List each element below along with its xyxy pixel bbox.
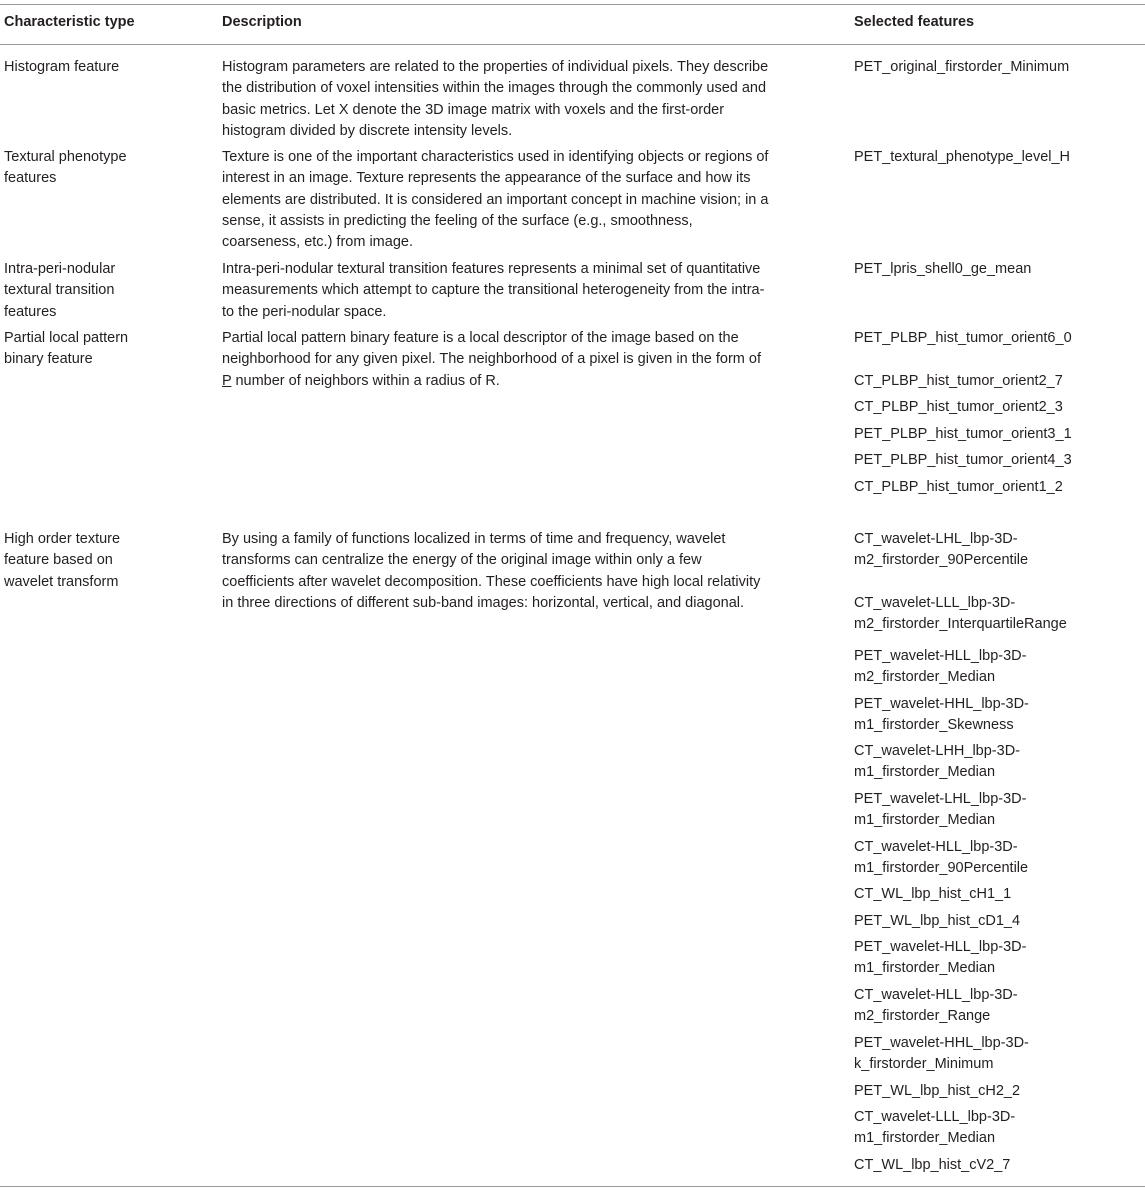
description-line: interest in an image. Texture represents the appearance of the surface and how its — [222, 170, 751, 187]
row-4-feature-13 — [854, 1107, 1015, 1150]
description-line: Intra-peri-nodular textural transition features represents a minimal set of quantitative — [222, 261, 761, 277]
row-3-type — [4, 328, 128, 371]
description-line: to the peri-nodular space. — [222, 303, 387, 320]
type-line: textural transition — [4, 282, 115, 299]
feature-name: m1_firstorder_Median — [854, 960, 996, 977]
row-4-feature-8 — [854, 911, 1020, 932]
feature-name: PET_wavelet-HLL_lbp-3D- — [854, 648, 1027, 664]
description-line: measurements which attempt to capture the transitional heterogeneity from the intra- — [222, 282, 765, 299]
description-line: sense, it assists in predicting the feeling of the surface (e.g., smoothness, — [222, 212, 693, 229]
row-4-description — [222, 529, 760, 614]
feature-name: m1_firstorder_Skewness — [854, 717, 1014, 734]
type-line: Partial local pattern — [4, 330, 129, 346]
feature-name: PET_original_firstorder_Minimum — [854, 59, 1070, 75]
feature-name: PET_WL_lbp_hist_cH2_2 — [854, 1083, 1021, 1099]
row-4-feature-12 — [854, 1081, 1020, 1102]
row-1-description — [222, 147, 768, 253]
row-4-type — [4, 529, 120, 593]
row-2-type — [4, 259, 115, 323]
description-line: Texture is one of the important characteristics used in identifying objects or regions of — [222, 149, 769, 165]
row-2-feature-0 — [854, 259, 1031, 280]
feature-name: m1_firstorder_Median — [854, 812, 996, 829]
feature-name: m2_firstorder_Median — [854, 669, 996, 686]
row-4-feature-11 — [854, 1033, 1029, 1076]
row-3-description — [222, 328, 761, 392]
feature-name: CT_PLBP_hist_tumor_orient2_7 — [854, 373, 1063, 389]
feature-name: PET_lpris_shell0_ge_mean — [854, 261, 1032, 277]
description-line: By using a family of functions localized in terms of time and frequency, wavelet — [222, 531, 726, 547]
header-selected-features: Selected features — [854, 14, 975, 30]
type-line: feature based on — [4, 552, 113, 569]
feature-name: k_firstorder_Minimum — [854, 1056, 994, 1073]
type-line: High order texture — [4, 531, 121, 547]
row-3-feature-0 — [854, 328, 1072, 349]
description-line: transforms can centralize the energy of the original image within only a few — [222, 552, 702, 569]
bottom-rule — [0, 1186, 1145, 1187]
header-rule — [0, 44, 1145, 45]
row-3-feature-3 — [854, 424, 1072, 445]
row-0-description — [222, 57, 768, 142]
description-line: neighborhood for any given pixel. The neighborhood of a pixel is given in the form of — [222, 351, 761, 368]
row-4-feature-10 — [854, 985, 1018, 1028]
feature-name: PET_PLBP_hist_tumor_orient6_0 — [854, 330, 1072, 346]
feature-name: CT_wavelet-LHL_lbp-3D- — [854, 531, 1018, 547]
feature-name: PET_PLBP_hist_tumor_orient3_1 — [854, 426, 1072, 442]
description-line: the distribution of voxel intensities within the images through the commonly used and — [222, 80, 767, 97]
feature-name: PET_wavelet-HLL_lbp-3D- — [854, 939, 1027, 955]
type-line: Intra-peri-nodular — [4, 261, 116, 277]
feature-name: PET_textural_phenotype_level_H — [854, 149, 1071, 165]
description-line: coarseness, etc.) from image. — [222, 234, 413, 251]
feature-name: PET_wavelet-HHL_lbp-3D- — [854, 1035, 1029, 1051]
feature-name: m1_firstorder_Median — [854, 764, 996, 781]
description-line: coefficients after wavelet decomposition. These coefficients have high local relativity — [222, 573, 761, 590]
feature-name: PET_wavelet-LHL_lbp-3D- — [854, 791, 1027, 807]
description-line — [222, 371, 761, 392]
feature-name: CT_wavelet-LLL_lbp-3D- — [854, 595, 1016, 611]
feature-name: CT_PLBP_hist_tumor_orient1_2 — [854, 479, 1063, 495]
row-4-feature-9 — [854, 937, 1026, 980]
underlined-symbol: P — [222, 372, 232, 389]
feature-name: m1_firstorder_90Percentile — [854, 860, 1029, 877]
description-line: Histogram parameters are related to the properties of individual pixels. They describe — [222, 59, 769, 75]
feature-name: CT_wavelet-HLL_lbp-3D- — [854, 987, 1018, 1003]
row-0-type — [4, 57, 119, 78]
feature-name: m2_firstorder_InterquartileRange — [854, 616, 1067, 633]
row-4-feature-14 — [854, 1155, 1010, 1176]
row-3-feature-2 — [854, 397, 1063, 418]
description-line: in three directions of different sub-band images: horizontal, vertical, and diagonal. — [222, 594, 745, 611]
feature-name: PET_wavelet-HHL_lbp-3D- — [854, 696, 1029, 712]
row-4-feature-4 — [854, 741, 1020, 784]
type-line: features — [4, 303, 57, 320]
row-1-type — [4, 147, 127, 190]
row-4-feature-3 — [854, 694, 1029, 737]
feature-name: m1_firstorder_Median — [854, 1130, 996, 1147]
description-line: elements are distributed. It is considered an important concept in machine vision; in a — [222, 191, 769, 208]
top-rule — [0, 4, 1145, 5]
header-characteristic-type: Characteristic type — [4, 14, 135, 30]
row-3-feature-5 — [854, 477, 1063, 498]
row-4-feature-0 — [854, 529, 1028, 572]
type-line: Textural phenotype — [4, 149, 127, 165]
row-4-feature-1 — [854, 593, 1067, 636]
row-1-feature-0 — [854, 147, 1070, 168]
feature-name: PET_PLBP_hist_tumor_orient4_3 — [854, 452, 1072, 468]
description-line-rest: number of neighbors within a radius of R. — [231, 372, 500, 389]
row-4-feature-7 — [854, 884, 1011, 905]
row-4-feature-6 — [854, 837, 1028, 880]
feature-name: m2_firstorder_Range — [854, 1008, 991, 1025]
type-line: features — [4, 170, 57, 187]
feature-name: CT_wavelet-LHH_lbp-3D- — [854, 743, 1020, 759]
feature-name: CT_WL_lbp_hist_cH1_1 — [854, 886, 1012, 902]
description-line: histogram divided by discrete intensity levels. — [222, 122, 513, 139]
type-line: Histogram feature — [4, 59, 120, 75]
row-3-feature-4 — [854, 450, 1072, 471]
feature-name: CT_wavelet-LLL_lbp-3D- — [854, 1109, 1016, 1125]
feature-name: PET_WL_lbp_hist_cD1_4 — [854, 913, 1021, 929]
row-2-description — [222, 259, 764, 323]
feature-name: CT_WL_lbp_hist_cV2_7 — [854, 1157, 1011, 1173]
row-3-feature-1 — [854, 371, 1063, 392]
feature-name: CT_PLBP_hist_tumor_orient2_3 — [854, 399, 1063, 415]
row-4-feature-5 — [854, 789, 1026, 832]
feature-name: CT_wavelet-HLL_lbp-3D- — [854, 839, 1018, 855]
feature-name: m2_firstorder_90Percentile — [854, 552, 1029, 569]
description-line: basic metrics. Let X denote the 3D image matrix with voxels and the first-order — [222, 101, 725, 118]
row-4-feature-2 — [854, 646, 1026, 689]
description-line: Partial local pattern binary feature is a local descriptor of the image based on the — [222, 330, 739, 346]
type-line: binary feature — [4, 351, 93, 368]
type-line: wavelet transform — [4, 573, 119, 590]
row-0-feature-0 — [854, 57, 1069, 78]
header-description: Description — [222, 14, 302, 30]
